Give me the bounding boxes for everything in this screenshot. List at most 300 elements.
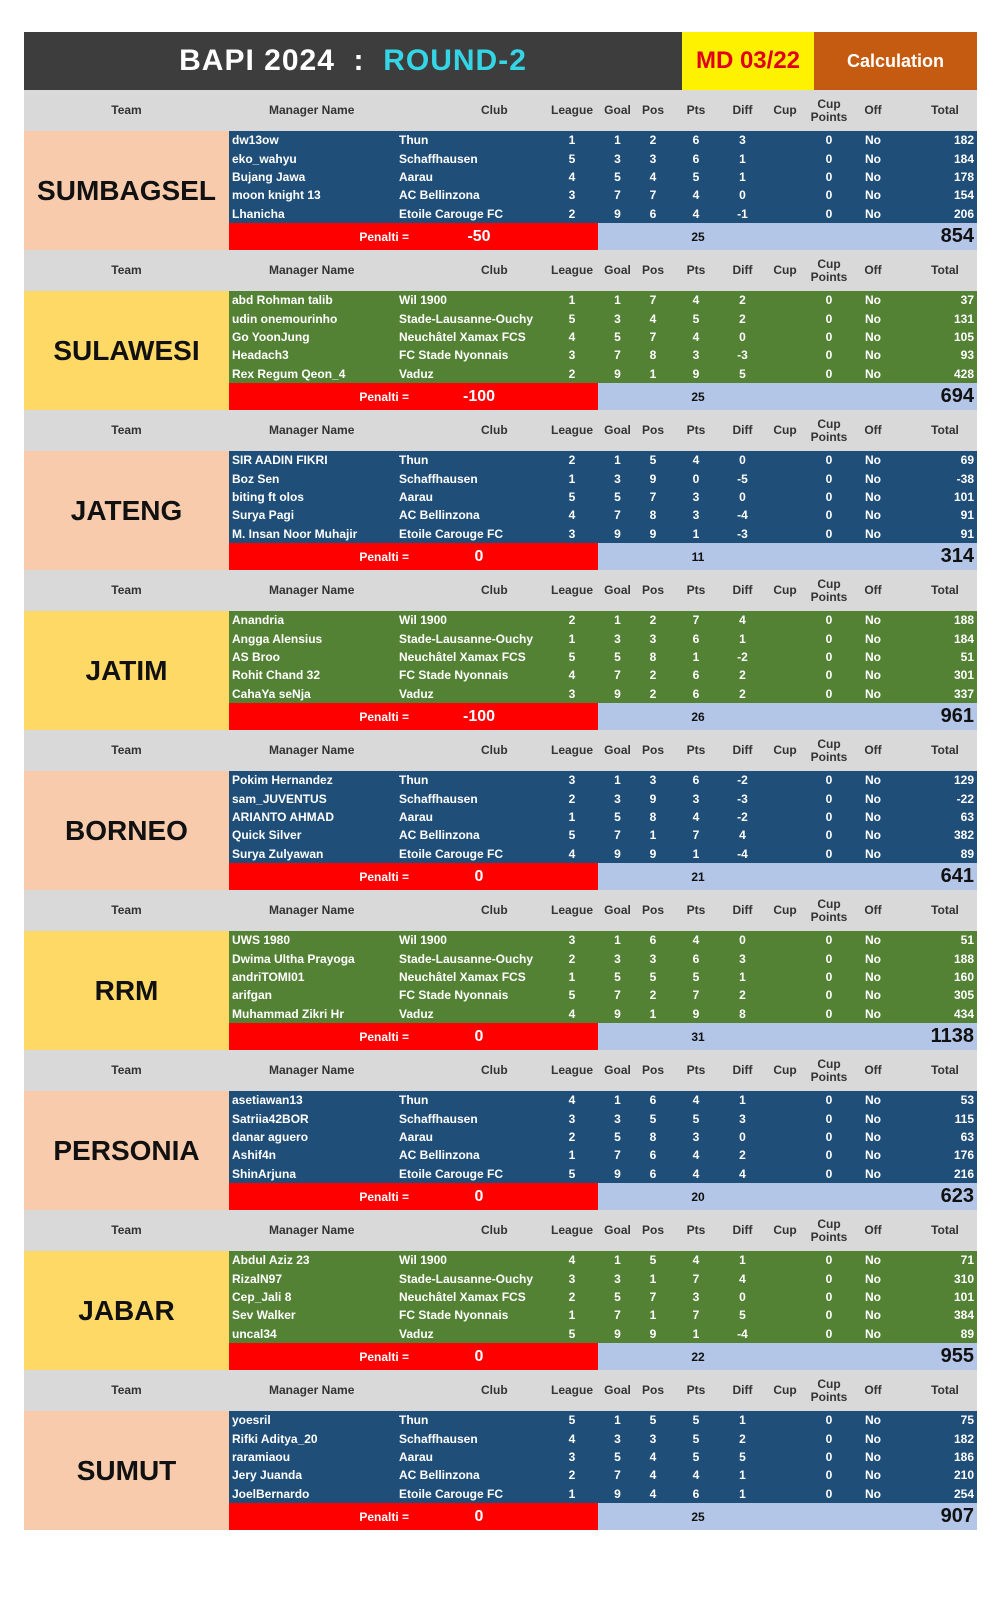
pos-value: 8	[649, 1129, 657, 1144]
banner-title-text: BAPI 2024 :	[179, 44, 384, 77]
manager-name: Angga Alensius	[232, 631, 323, 646]
points-sum: 20	[691, 1189, 705, 1204]
total-value: 301	[953, 668, 974, 683]
penalty-label: Penalti =	[359, 869, 409, 884]
cup-points-value: 0	[825, 1129, 833, 1144]
total-value: 182	[953, 1431, 974, 1446]
column-header-row	[24, 730, 977, 771]
cup-value	[765, 451, 805, 469]
league-value: 2	[568, 453, 576, 468]
cup-value	[765, 968, 805, 986]
cup-points-value: 0	[825, 366, 833, 381]
total-value: 206	[953, 206, 974, 221]
table-row	[229, 771, 977, 789]
points-sum: 25	[691, 389, 705, 404]
off-value: No	[865, 988, 881, 1003]
manager-name: AS Broo	[232, 649, 280, 664]
pts-value: 5	[692, 1413, 700, 1428]
team-blocks	[24, 90, 977, 1530]
manager-name: arifgan	[232, 988, 273, 1003]
goal-value: 1	[614, 1253, 621, 1268]
diff-value: 1	[739, 631, 746, 646]
off-value: No	[865, 471, 881, 486]
manager-name: Go YoonJung	[232, 329, 310, 344]
pos-value: 9	[649, 791, 657, 806]
team-footer	[229, 1503, 977, 1530]
pts-value: 9	[692, 366, 700, 381]
cup-value	[765, 1165, 805, 1183]
diff-value: 1	[739, 1413, 746, 1428]
total-value: 160	[953, 969, 974, 984]
goal-value: 1	[614, 933, 621, 948]
manager-name: dw13ow	[232, 133, 279, 148]
cup-points-value: 0	[825, 1308, 833, 1323]
pts-value: 3	[692, 1129, 700, 1144]
pts-value: 3	[692, 489, 700, 504]
league-value: 4	[568, 846, 576, 861]
club-name: Aarau	[399, 1449, 434, 1464]
header-cup: Cup	[773, 423, 797, 438]
column-header-row	[24, 250, 977, 291]
total-value: 37	[960, 293, 974, 308]
header-pos: Pos	[641, 423, 664, 438]
club-name: Vaduz	[399, 686, 434, 701]
total-value: 384	[953, 1308, 974, 1323]
cup-points-value: 0	[825, 526, 833, 541]
pos-value: 3	[649, 773, 657, 788]
cup-value	[765, 1448, 805, 1466]
team-name: SUMBAGSEL	[24, 131, 229, 250]
header-pos: Pos	[641, 1063, 664, 1078]
manager-name: sam_JUVENTUS	[232, 791, 327, 806]
header-cup-points: Cup Points	[810, 896, 848, 924]
club-name: Aarau	[399, 1129, 434, 1144]
club-name: FC Stade Nyonnais	[399, 988, 509, 1003]
team-block	[24, 730, 977, 890]
header-manager: Manager Name	[269, 1223, 355, 1238]
column-header-row	[24, 410, 977, 451]
club-name: Etoile Carouge FC	[399, 846, 504, 861]
table-row	[229, 1466, 977, 1484]
cup-value	[765, 205, 805, 223]
off-value: No	[865, 933, 881, 948]
table-row	[229, 968, 977, 986]
goal-value: 5	[614, 1129, 621, 1144]
club-name: AC Bellinzona	[399, 1468, 480, 1483]
league-value: 3	[568, 773, 576, 788]
table-row	[229, 845, 977, 863]
header-cup: Cup	[773, 1223, 797, 1238]
off-value: No	[865, 631, 881, 646]
header-off: Off	[864, 263, 882, 278]
header-club: Club	[481, 1223, 508, 1238]
manager-name: Dwima Ultha Prayoga	[232, 951, 355, 966]
table-row	[229, 685, 977, 703]
header-cup: Cup	[773, 1063, 797, 1078]
pts-value: 7	[692, 1308, 700, 1323]
cup-value	[765, 131, 805, 149]
team-footer	[229, 863, 977, 890]
penalty-value: 0	[474, 867, 484, 885]
total-value: 184	[953, 151, 974, 166]
manager-name: danar aguero	[232, 1129, 309, 1144]
cup-points-value: 0	[825, 773, 833, 788]
header-diff: Diff	[732, 423, 753, 438]
cup-points-value: 0	[825, 1431, 833, 1446]
pos-value: 3	[649, 151, 657, 166]
table-row	[229, 469, 977, 487]
off-value: No	[865, 526, 881, 541]
pos-value: 5	[649, 1253, 657, 1268]
goal-value: 5	[614, 329, 621, 344]
total-value: 178	[953, 169, 974, 184]
cup-value	[765, 488, 805, 506]
column-header-row	[24, 1370, 977, 1411]
header-team: Team	[111, 1063, 142, 1078]
cup-points-value: 0	[825, 1111, 833, 1126]
points-sum: 11	[691, 549, 705, 564]
manager-name: CahaYa seNja	[232, 686, 311, 701]
cup-value	[765, 291, 805, 309]
diff-value: 1	[739, 1253, 746, 1268]
total-value: 188	[953, 951, 974, 966]
league-value: 4	[568, 508, 576, 523]
cup-points-value: 0	[825, 1006, 833, 1021]
penalty-label: Penalti =	[359, 1349, 409, 1364]
pos-value: 4	[649, 311, 657, 326]
pos-value: 7	[649, 489, 657, 504]
cup-points-value: 0	[825, 293, 833, 308]
total-value: 154	[953, 188, 974, 203]
table-row	[229, 525, 977, 543]
total-value: 101	[953, 1289, 974, 1304]
header-team: Team	[111, 583, 142, 598]
table-row	[229, 186, 977, 204]
off-value: No	[865, 1253, 881, 1268]
table-row	[229, 1448, 977, 1466]
penalty-box	[229, 383, 598, 410]
pos-value: 9	[649, 846, 657, 861]
team-detail	[229, 1251, 977, 1370]
total-value: 382	[953, 828, 974, 843]
total-value: 188	[953, 613, 974, 628]
club-name: Neuchâtel Xamax FCS	[399, 649, 526, 664]
manager-name: ShinArjuna	[232, 1166, 297, 1181]
header-club: Club	[481, 103, 508, 118]
table-row	[229, 1146, 977, 1164]
team-name: RRM	[24, 931, 229, 1050]
table-row	[229, 1251, 977, 1269]
pos-value: 2	[649, 133, 657, 148]
club-name: Schaffhausen	[399, 151, 478, 166]
cup-points-value: 0	[825, 1166, 833, 1181]
team-body	[24, 1411, 977, 1530]
cup-value	[765, 1485, 805, 1503]
pos-value: 4	[649, 1468, 657, 1483]
diff-value: 2	[739, 668, 746, 683]
club-name: Stade-Lausanne-Ouchy	[399, 1271, 534, 1286]
off-value: No	[865, 188, 881, 203]
off-value: No	[865, 1431, 881, 1446]
league-value: 3	[568, 1449, 576, 1464]
header-league: League	[550, 583, 593, 598]
manager-name: Quick Silver	[232, 828, 302, 843]
club-name: Vaduz	[399, 366, 434, 381]
league-value: 4	[568, 1093, 576, 1108]
team-total: 641	[940, 865, 974, 887]
team-footer	[229, 1183, 977, 1210]
pts-value: 5	[692, 169, 700, 184]
header-league: League	[550, 423, 593, 438]
club-name: Etoile Carouge FC	[399, 1486, 504, 1501]
team-name: BORNEO	[24, 771, 229, 890]
manager-rows	[229, 131, 977, 223]
cup-value	[765, 1325, 805, 1343]
pts-value: 5	[692, 1449, 700, 1464]
club-name: Stade-Lausanne-Ouchy	[399, 631, 534, 646]
header-cup-points: Cup Points	[810, 256, 848, 284]
manager-name: andriTOMI01	[232, 969, 305, 984]
diff-value: 5	[739, 1449, 746, 1464]
header-off: Off	[864, 903, 882, 918]
table-row	[229, 611, 977, 629]
goal-value: 3	[614, 1111, 621, 1126]
cup-points-value: 0	[825, 613, 833, 628]
header-manager: Manager Name	[269, 743, 355, 758]
team-total: 961	[940, 705, 974, 727]
header-league: League	[550, 103, 593, 118]
goal-value: 9	[614, 206, 621, 221]
pos-value: 3	[649, 951, 657, 966]
cup-points-value: 0	[825, 508, 833, 523]
off-value: No	[865, 151, 881, 166]
league-value: 5	[568, 828, 576, 843]
cup-value	[765, 346, 805, 364]
team-name: JATIM	[24, 611, 229, 730]
total-value: 337	[953, 686, 974, 701]
club-name: Neuchâtel Xamax FCS	[399, 329, 526, 344]
team-footer	[229, 1023, 977, 1050]
pts-value: 6	[692, 686, 700, 701]
header-total: Total	[931, 583, 959, 598]
table-row	[229, 1005, 977, 1023]
manager-name: eko_wahyu	[232, 151, 297, 166]
goal-value: 7	[614, 1468, 621, 1483]
cup-value	[765, 1411, 805, 1429]
pts-value: 6	[692, 951, 700, 966]
team-footer	[229, 383, 977, 410]
manager-rows	[229, 771, 977, 863]
club-name: Neuchâtel Xamax FCS	[399, 969, 526, 984]
cup-points-value: 0	[825, 1253, 833, 1268]
table-row	[229, 291, 977, 309]
table-row	[229, 1485, 977, 1503]
pos-value: 6	[649, 933, 657, 948]
team-total: 314	[940, 545, 974, 567]
header-pts: Pts	[686, 263, 706, 278]
cup-value	[765, 365, 805, 383]
penalty-value: 0	[474, 1187, 484, 1205]
league-value: 5	[568, 988, 576, 1003]
manager-name: yoesril	[232, 1413, 271, 1428]
pos-value: 4	[649, 1486, 657, 1501]
pts-value: 1	[692, 649, 700, 664]
off-value: No	[865, 1148, 881, 1163]
table-row	[229, 488, 977, 506]
pts-value: 4	[692, 1148, 700, 1163]
diff-value: 2	[739, 988, 746, 1003]
cup-value	[765, 1128, 805, 1146]
pts-value: 6	[692, 1486, 700, 1501]
goal-value: 7	[614, 188, 621, 203]
header-off: Off	[864, 1383, 882, 1398]
cup-points-value: 0	[825, 151, 833, 166]
team-total: 694	[940, 385, 974, 407]
league-value: 1	[568, 631, 576, 646]
league-value: 1	[568, 1308, 576, 1323]
pos-value: 5	[649, 1111, 657, 1126]
cup-points-value: 0	[825, 1486, 833, 1501]
table-row	[229, 451, 977, 469]
header-pts: Pts	[686, 1063, 706, 1078]
goal-value: 9	[614, 1006, 621, 1021]
cup-value	[765, 309, 805, 327]
table-row	[229, 789, 977, 807]
header-total: Total	[931, 1063, 959, 1078]
league-value: 2	[568, 1468, 576, 1483]
banner	[24, 32, 977, 90]
cup-value	[765, 666, 805, 684]
off-value: No	[865, 1308, 881, 1323]
total-value: 93	[960, 348, 974, 363]
diff-value: -2	[737, 649, 748, 664]
points-sum: 21	[691, 869, 705, 884]
diff-value: 2	[739, 1431, 746, 1446]
cup-points-value: 0	[825, 348, 833, 363]
header-cup-points: Cup Points	[810, 1056, 848, 1084]
manager-name: Jery Juanda	[232, 1468, 303, 1483]
header-cup-points: Cup Points	[810, 1376, 848, 1404]
total-value: 434	[953, 1006, 974, 1021]
manager-name: RizalN97	[232, 1271, 283, 1286]
club-name: Etoile Carouge FC	[399, 1166, 504, 1181]
league-value: 3	[568, 1111, 576, 1126]
team-block	[24, 1210, 977, 1370]
pts-value: 5	[692, 1111, 700, 1126]
club-name: Vaduz	[399, 1326, 434, 1341]
cup-value	[765, 469, 805, 487]
cup-value	[765, 845, 805, 863]
pts-value: 6	[692, 151, 700, 166]
total-value: 428	[953, 366, 974, 381]
table-row	[229, 1429, 977, 1447]
header-club: Club	[481, 423, 508, 438]
club-name: FC Stade Nyonnais	[399, 1308, 509, 1323]
column-header-row	[24, 1050, 977, 1091]
header-club: Club	[481, 1383, 508, 1398]
team-name: PERSONIA	[24, 1091, 229, 1210]
total-value: 101	[953, 489, 974, 504]
league-value: 2	[568, 613, 576, 628]
off-value: No	[865, 649, 881, 664]
pos-value: 2	[649, 686, 657, 701]
team-footer	[229, 223, 977, 250]
summary-box	[598, 223, 977, 250]
penalty-box	[229, 863, 598, 890]
off-value: No	[865, 1486, 881, 1501]
club-name: Stade-Lausanne-Ouchy	[399, 951, 534, 966]
cup-points-value: 0	[825, 791, 833, 806]
club-name: Etoile Carouge FC	[399, 206, 504, 221]
club-name: Aarau	[399, 169, 434, 184]
header-goal: Goal	[604, 263, 631, 278]
cup-points-value: 0	[825, 668, 833, 683]
goal-value: 7	[614, 988, 621, 1003]
total-value: 63	[960, 809, 974, 824]
header-off: Off	[864, 583, 882, 598]
diff-value: 3	[739, 1111, 746, 1126]
diff-value: 2	[739, 686, 746, 701]
pts-value: 7	[692, 1271, 700, 1286]
goal-value: 9	[614, 1166, 621, 1181]
goal-value: 1	[614, 293, 621, 308]
penalty-value: 0	[474, 547, 484, 565]
total-value: 51	[960, 649, 974, 664]
pos-value: 5	[649, 1413, 657, 1428]
table-row	[229, 949, 977, 967]
team-block	[24, 90, 977, 250]
club-name: Thun	[399, 773, 429, 788]
league-value: 3	[568, 686, 576, 701]
manager-name: SIR AADIN FIKRI	[232, 453, 328, 468]
goal-value: 5	[614, 969, 621, 984]
league-value: 1	[568, 293, 576, 308]
table-row	[229, 666, 977, 684]
off-value: No	[865, 206, 881, 221]
cup-points-value: 0	[825, 329, 833, 344]
off-value: No	[865, 311, 881, 326]
cup-points-value: 0	[825, 686, 833, 701]
team-block	[24, 1370, 977, 1530]
team-total: 907	[940, 1505, 974, 1527]
diff-value: -2	[737, 773, 748, 788]
cup-value	[765, 1306, 805, 1324]
header-off: Off	[864, 1063, 882, 1078]
calculation-label: Calculation	[814, 32, 977, 90]
penalty-box	[229, 1343, 598, 1370]
pos-value: 7	[649, 188, 657, 203]
cup-points-value: 0	[825, 206, 833, 221]
off-value: No	[865, 1129, 881, 1144]
manager-name: Headach3	[232, 348, 289, 363]
league-value: 5	[568, 1326, 576, 1341]
table-row	[229, 131, 977, 149]
table-row	[229, 931, 977, 949]
club-name: Etoile Carouge FC	[399, 526, 504, 541]
league-value: 5	[568, 489, 576, 504]
manager-name: Rex Regum Qeon_4	[232, 366, 346, 381]
off-value: No	[865, 809, 881, 824]
header-off: Off	[864, 743, 882, 758]
penalty-label: Penalti =	[359, 549, 409, 564]
league-value: 4	[568, 1431, 576, 1446]
table-row	[229, 205, 977, 223]
penalty-label: Penalti =	[359, 1189, 409, 1204]
header-cup-points: Cup Points	[810, 576, 848, 604]
penalty-label: Penalti =	[359, 709, 409, 724]
total-value: 89	[960, 1326, 974, 1341]
pos-value: 1	[649, 1308, 657, 1323]
